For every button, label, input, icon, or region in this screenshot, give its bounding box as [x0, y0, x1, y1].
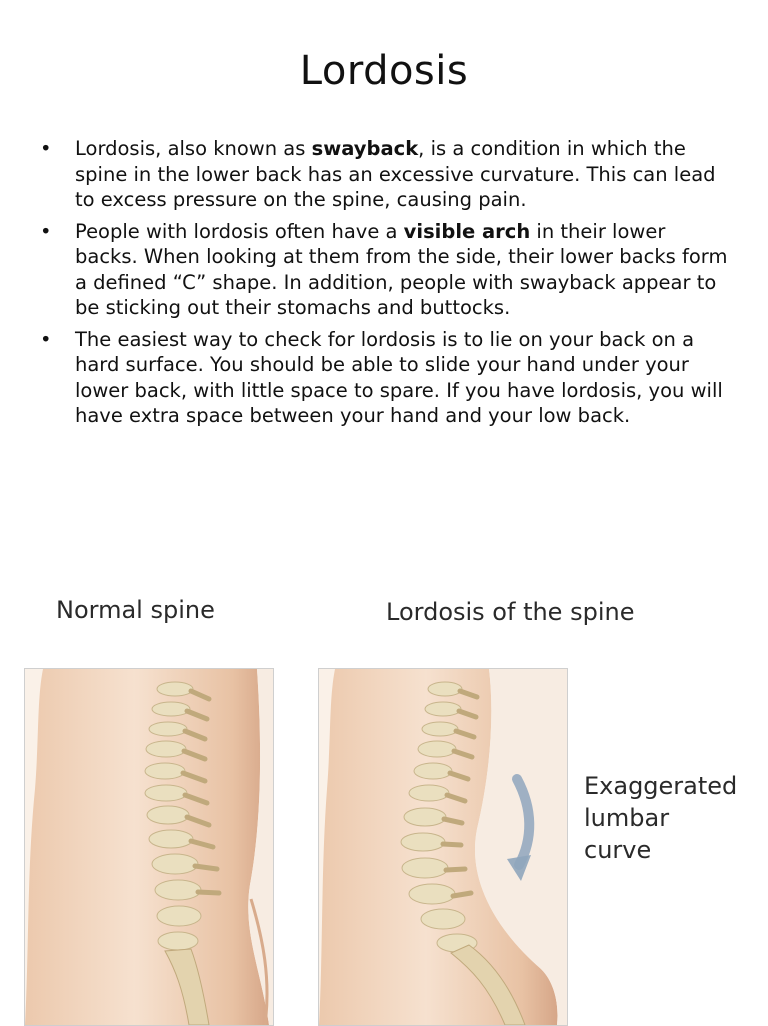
annotation-line: lumbar: [584, 804, 670, 832]
normal-spine-illustration: [24, 668, 274, 1026]
annotation-line: Exaggerated: [584, 772, 738, 800]
exaggerated-lumbar-curve-label: [584, 770, 737, 866]
normal-spine-caption: Normal spine: [56, 596, 215, 624]
lordosis-spine-caption: Lordosis of the spine: [386, 598, 635, 626]
bullet-emphasis: swayback: [311, 137, 419, 160]
bullet-item: [40, 136, 730, 213]
bullet-item: [40, 327, 730, 429]
bullet-emphasis: visible arch: [403, 219, 531, 243]
bullet-dot: •: [40, 219, 52, 243]
normal-spine-image: [25, 669, 273, 1025]
slide-title: Lordosis: [299, 48, 469, 94]
bullet-dot: •: [40, 327, 52, 351]
bullet-text: , is a condition in which the spine in the lower back has an excessive curvature. This can lead to excess pressure on the spine, causing pain.: [75, 137, 716, 211]
lordosis-spine-image: [319, 669, 567, 1025]
bullet-dot: •: [40, 137, 52, 160]
bullet-text: Lordosis, also known as: [75, 137, 312, 160]
annotation-line: curve: [584, 836, 652, 864]
bullet-text: The easiest way to check for lordosis is to lie on your back on a hard surface. You should be able to slide your hand under your lower back, with little space to spare. If you have lordosis, you will have extra space between your hand and your low back.: [75, 327, 723, 427]
bullet-text: in their lower backs. When looking at them from the side, their lower backs form a defined “C” shape. In addition, people with swayback appear to be sticking out their stomachs and buttocks.: [75, 219, 728, 319]
bullet-text: People with lordosis often have a: [75, 219, 404, 243]
bullet-list: [40, 136, 730, 435]
bullet-item: [40, 219, 730, 321]
lordosis-spine-illustration: [318, 668, 568, 1026]
